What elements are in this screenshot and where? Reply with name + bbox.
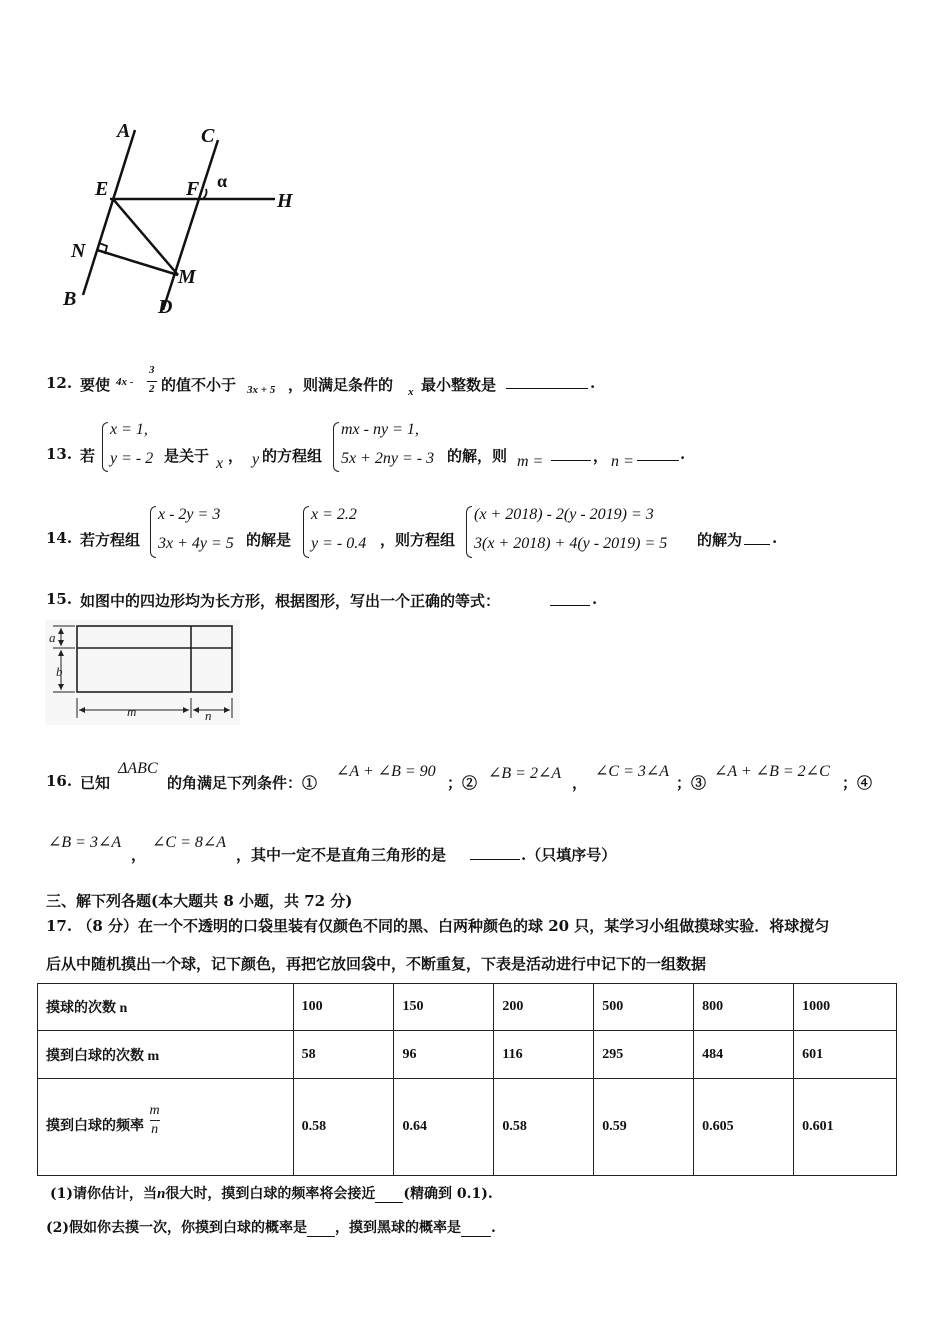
- q12-number: 12.: [46, 374, 73, 392]
- q16-comma-2: ，: [131, 846, 147, 864]
- q13-text-1: 若: [80, 447, 96, 465]
- label-f: F: [186, 178, 200, 200]
- table-row: [38, 984, 897, 1031]
- q16-cond-3: ∠A + ∠B = 2∠C: [714, 763, 830, 780]
- label-m: m: [127, 704, 137, 719]
- q13-var-y: y: [252, 451, 260, 468]
- q16-cond-2b: ∠C = 3∠A: [595, 763, 670, 780]
- q13-var-x: x: [216, 455, 224, 472]
- table-row-label: 摸球的次数 n: [38, 984, 294, 1031]
- q12-frac-num: 3: [149, 364, 155, 376]
- table-cell: 58: [293, 1031, 394, 1079]
- q17-sub1-blank[interactable]: [375, 1188, 403, 1203]
- q12-expr-a: 4x -: [116, 376, 134, 388]
- q17-sub2-black-blank[interactable]: [461, 1222, 491, 1237]
- table-cell: 484: [694, 1031, 794, 1079]
- q14-brace-1: [150, 506, 156, 558]
- q14-sys3-line1: (x + 2018) - 2(y - 2019) = 3: [474, 506, 654, 523]
- q17-sub1-text-b: 很大时，摸到白球的频率将会接近: [165, 1186, 376, 1202]
- q14-sys1-line1: x - 2y = 3: [158, 506, 221, 523]
- q12-text-4: 最小整数是: [421, 376, 497, 394]
- q13-text-4: 的解，则: [447, 447, 508, 465]
- q13-end: .: [680, 445, 686, 463]
- q14-answer-blank[interactable]: [744, 530, 770, 545]
- question-16: [46, 758, 926, 868]
- q17-sub1-n: n: [157, 1186, 166, 1202]
- q12-var-x: x: [408, 386, 414, 398]
- q13-n-eq: n =: [611, 453, 634, 470]
- table-cell: 116: [494, 1031, 594, 1079]
- q13-comma: ，: [593, 447, 609, 465]
- q16-comma-1: ，: [572, 774, 588, 792]
- q13-m-eq: m =: [517, 453, 544, 470]
- q13-m-blank[interactable]: [551, 446, 591, 461]
- q16-cond-2a: ∠B = 2∠A: [488, 765, 562, 782]
- q14-number: 14.: [46, 529, 73, 547]
- q14-brace-3: [466, 506, 472, 558]
- table-cell: 100: [293, 984, 394, 1031]
- table-row: [38, 1079, 897, 1176]
- q13-brace-2: [333, 422, 339, 472]
- fraction-m-over-n: [150, 1102, 160, 1139]
- table-cell: 601: [794, 1031, 897, 1079]
- q12-text-1: 要使: [80, 376, 111, 394]
- table-cell: 0.58: [494, 1079, 594, 1176]
- section-3-heading: 三、解下列各题(本大题共 8 小题，共 72 分): [46, 892, 353, 910]
- q16-answer-blank[interactable]: [470, 845, 520, 860]
- q16-cond-4b: ∠C = 8∠A: [152, 834, 227, 851]
- q13-text-2: 是关于: [164, 447, 210, 465]
- label-a: a: [49, 630, 56, 645]
- q15-text: 如图中的四边形均为长方形，根据图形，写出一个正确的等式：: [80, 592, 501, 610]
- label-alpha: α: [217, 171, 228, 191]
- q17-sub1-text-a: (1)请你估计，当: [50, 1186, 157, 1202]
- label-h: H: [277, 190, 293, 212]
- q13-sys2-line1: mx - ny = 1,: [341, 421, 419, 438]
- q13-text-3: 的方程组: [262, 447, 323, 465]
- q16-text-4: .（只填序号）: [521, 846, 617, 864]
- q12-end: .: [590, 374, 596, 392]
- label-m: M: [178, 266, 196, 288]
- q12-frac-bar: [147, 381, 157, 382]
- table-cell: 0.601: [794, 1079, 897, 1176]
- table-cell: 1000: [794, 984, 897, 1031]
- q14-sys3-line2: 3(x + 2018) + 4(y - 2019) = 5: [474, 535, 668, 552]
- q14-text-3: ，则方程组: [380, 531, 456, 549]
- q16-cond-1: ∠A + ∠B = 90: [336, 763, 436, 780]
- q16-sep-3: ；④: [842, 774, 873, 792]
- table-row: [38, 1031, 897, 1079]
- q16-triangle: ΔABC: [118, 760, 158, 777]
- q17-sub1-text-c: (精确到 0.1).: [403, 1186, 493, 1202]
- q15-end: .: [592, 590, 598, 608]
- table-cell: 295: [594, 1031, 694, 1079]
- table-cell: 0.64: [394, 1079, 494, 1176]
- q17-sub2-white-blank[interactable]: [307, 1222, 335, 1237]
- q14-sys2-line2: y = - 0.4: [311, 535, 367, 552]
- q16-cond-4a: ∠B = 3∠A: [48, 834, 122, 851]
- q14-text-4: 的解为: [697, 531, 743, 549]
- q12-answer-blank[interactable]: [506, 374, 588, 389]
- frequency-label: 摸到白球的频率: [46, 1119, 144, 1135]
- q13-sep: ，: [228, 447, 244, 465]
- q12-expr-b: 3x + 5: [247, 384, 276, 396]
- table-cell: 800: [694, 984, 794, 1031]
- q14-sys2-line1: x = 2.2: [311, 506, 357, 523]
- table-cell: 200: [494, 984, 594, 1031]
- q17-sub-2: [46, 1217, 496, 1237]
- q14-brace-2: [303, 506, 309, 558]
- geometry-figure: [55, 115, 315, 330]
- q14-end: .: [772, 529, 778, 547]
- q12-text-3: ，则满足条件的: [288, 376, 394, 394]
- table-cell: 0.58: [293, 1079, 394, 1176]
- q16-sep-1: ；②: [447, 774, 478, 792]
- q17-line-1: 17. （8 分）在一个不透明的口袋里装有仅颜色不同的黑、白两种颜色的球 20 只，某学习小组做摸球实验．将球搅匀: [46, 917, 830, 935]
- fraction-denominator: n: [151, 1121, 159, 1137]
- label-c: C: [201, 125, 215, 147]
- table-row-label: [38, 1079, 294, 1176]
- q14-text-2: 的解是: [246, 531, 292, 549]
- q16-sep-2: ；③: [676, 774, 707, 792]
- q13-n-blank[interactable]: [637, 446, 679, 461]
- label-d: D: [158, 296, 173, 318]
- label-b: B: [63, 288, 77, 310]
- rectangle-figure: [45, 620, 240, 725]
- q12-text-2: 的值不小于: [161, 376, 237, 394]
- q14-sys1-line2: 3x + 4y = 5: [158, 535, 234, 552]
- q15-number: 15.: [46, 590, 73, 608]
- data-table: [37, 983, 897, 1176]
- table-row-label: 摸到白球的次数 m: [38, 1031, 294, 1079]
- table-cell: 96: [394, 1031, 494, 1079]
- q13-sys1-line1: x = 1,: [110, 421, 148, 438]
- table-cell: 500: [594, 984, 694, 1031]
- q17-sub2-text-c: .: [491, 1220, 496, 1236]
- q12-frac-den: 2: [149, 383, 155, 395]
- q13-brace-1: [102, 422, 108, 472]
- q13-sys2-line2: 5x + 2ny = - 3: [341, 450, 435, 467]
- q13-sys1-line2: y = - 2: [110, 450, 154, 467]
- label-n: N: [71, 240, 86, 262]
- table-cell: 0.605: [694, 1079, 794, 1176]
- q17-sub2-text-a: (2)假如你去摸一次，你摸到白球的概率是: [46, 1220, 307, 1236]
- q16-number: 16.: [46, 772, 73, 790]
- table-cell: 0.59: [594, 1079, 694, 1176]
- q16-text-1: 已知: [80, 774, 111, 792]
- segment-em: [113, 199, 178, 275]
- q16-text-3: ，其中一定不是直角三角形的是: [236, 846, 447, 864]
- q15-answer-blank[interactable]: [550, 591, 590, 606]
- label-b: b: [56, 664, 63, 679]
- q17-line-2: 后从中随机摸出一个球，记下颜色，再把它放回袋中，不断重复，下表是活动进行中记下的一组数据: [46, 955, 707, 973]
- q17-sub2-text-b: ，摸到黑球的概率是: [335, 1220, 461, 1236]
- table-cell: 150: [394, 984, 494, 1031]
- line-ab: [83, 130, 135, 295]
- q16-text-2: 的角满足下列条件：①: [167, 774, 318, 792]
- q13-number: 13.: [46, 445, 73, 463]
- fraction-numerator: m: [150, 1102, 160, 1121]
- label-n: n: [205, 708, 212, 723]
- q17-sub-1: [50, 1183, 493, 1203]
- label-e: E: [95, 178, 109, 200]
- q14-text-1: 若方程组: [80, 531, 141, 549]
- label-a: A: [117, 120, 131, 142]
